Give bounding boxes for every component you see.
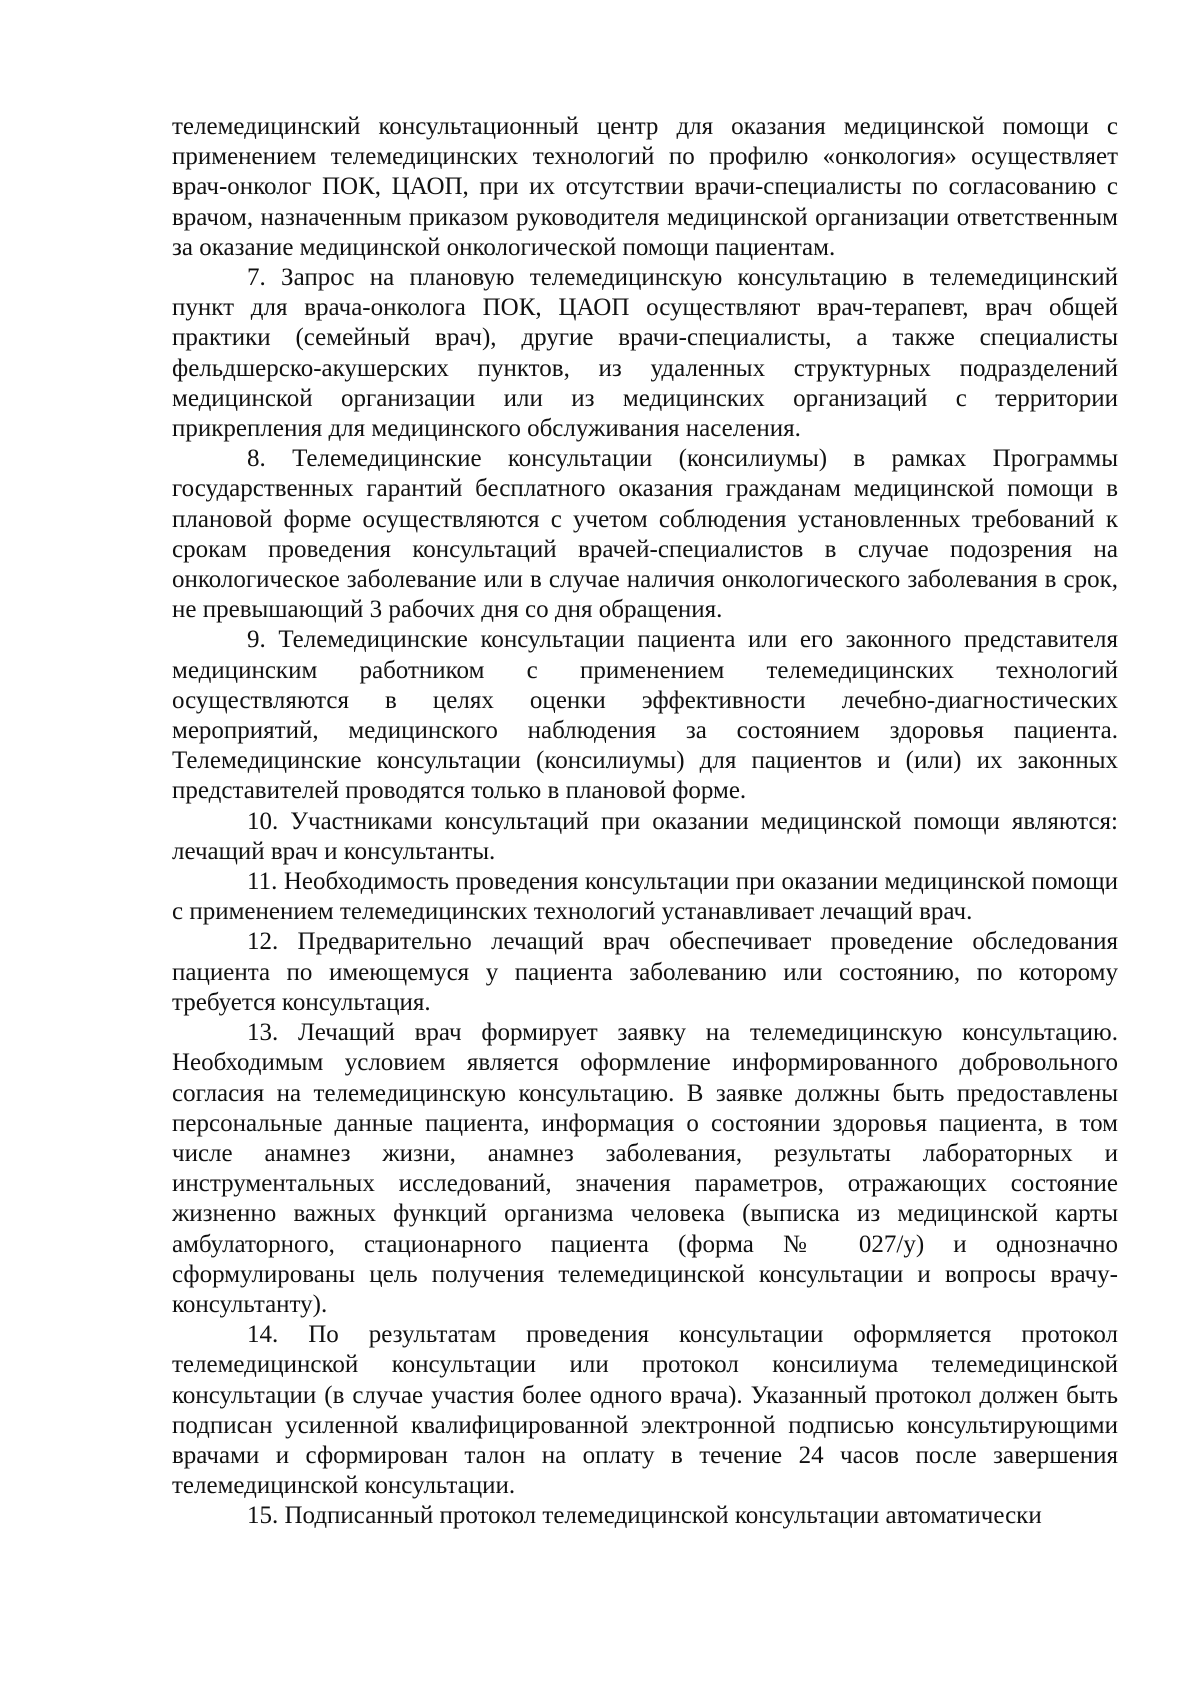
paragraph-item-13: 13. Лечащий врач формирует заявку на телемедицинскую консультацию. Необходимым условием является оформление информированного добровольного согласия на телемедицинскую консультацию. В заявке должны быть предоставлены персональные данные пациента, информация о состоянии здоровья пациента, в том числе анамнез жизни, анамнез заболевания, результаты лабораторных и инструментальных исследований, значения параметров, отражающих состояние жизненно важных функций организма человека (выписка из медицинской карты амбулаторного, стационарного пациента (форма № 027/у) и однозначно сформулированы цель получения телемедицинской консультации и вопросы врачу-консультанту). <box>172 1019 1118 1318</box>
paragraph-item-15: 15. Подписанный протокол телемедицинской консультации автоматически <box>247 1502 1042 1530</box>
paragraph-item-12: 12. Предварительно лечащий врач обеспечивает проведение обследования пациента по имеющемуся у пациента заболеванию или состоянию, по которому требуется консультация. <box>172 928 1118 1016</box>
paragraph-item-7: 7. Запрос на плановую телемедицинскую консультацию в телемедицинский пункт для врача-онколога ПОК, ЦАОП осуществляют врач-терапевт, врач общей практики (семейный врач), другие врачи-специалисты, а также специалисты фельдшерско-акушерских пунктов, из удаленных структурных подразделений медицинской организации или из медицинских организаций с территории прикрепления для медицинского обслуживания населения. <box>172 264 1118 443</box>
document-page <box>172 112 1118 1532</box>
paragraph-item-10: 10. Участниками консультаций при оказании медицинской помощи являются: лечащий врач и консультанты. <box>172 807 1118 865</box>
paragraph-item-14: 14. По результатам проведения консультации оформляется протокол телемедицинской консультации или протокол консилиума телемедицинской консультации (в случае участия более одного врача). Указанный протокол должен быть подписан усиленной квалифицированной электронной подписью консультирующими врачами и сформирован талон на оплату в течение 24 часов после завершения телемедицинской консультации. <box>172 1321 1118 1500</box>
paragraph-item-11: 11. Необходимость проведения консультации при оказании медицинской помощи с применением телемедицинских технологий устанавливает лечащий врач. <box>172 868 1118 926</box>
paragraph-continuation: телемедицинский консультационный центр для оказания медицинской помощи с применением телемедицинских технологий по профилю «онкология» осуществляет врач-онколог ПОК, ЦАОП, при их отсутствии врачи-специалисты по согласованию с врачом, назначенным приказом руководителя медицинской организации ответственным за оказание медицинской онкологической помощи пациентам. <box>172 113 1118 261</box>
paragraph-item-8: 8. Телемедицинские консультации (консилиумы) в рамках Программы государственных гарантий бесплатного оказания гражданам медицинской помощи в плановой форме осуществляются с учетом соблюдения установленных требований к срокам проведения консультаций врачей-специалистов в случае подозрения на онкологическое заболевание или в случае наличия онкологического заболевания в срок, не превышающий 3 рабочих дня со дня обращения. <box>172 445 1118 624</box>
paragraph-item-9: 9. Телемедицинские консультации пациента или его законного представителя медицинским работником с применением телемедицинских технологий осуществляются в целях оценки эффективности лечебно-диагностических мероприятий, медицинского наблюдения за состоянием здоровья пациента. Телемедицинские консультации (консилиумы) для пациентов и (или) их законных представителей проводятся только в плановой форме. <box>172 626 1118 805</box>
